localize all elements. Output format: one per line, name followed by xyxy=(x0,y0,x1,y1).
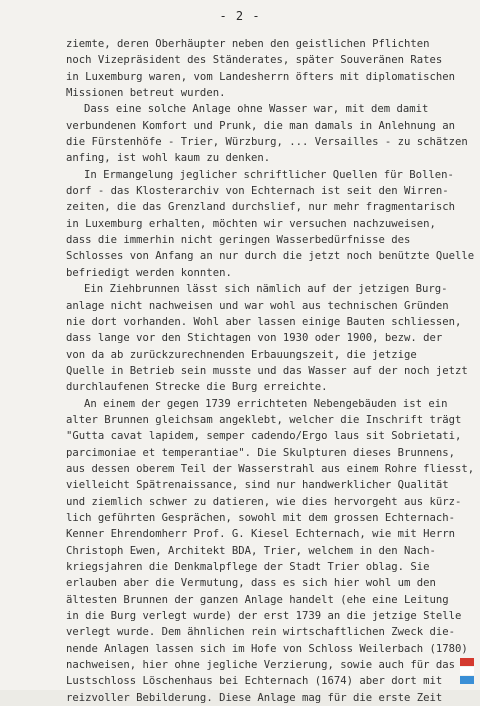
text-line: von da ab zurückzurechnenden Erbauungszeit, die jetzige xyxy=(66,348,417,361)
text-line: dorf - das Klosterarchiv von Echternach ist seit den Wirren- xyxy=(66,185,449,198)
text-line: aus dessen oberem Teil der Wasserstrahl aus einem Rohre fliesst, xyxy=(66,462,475,475)
text-line: An einem der gegen 1739 errichteten Nebengebäuden ist ein xyxy=(84,397,448,410)
text-line: Lustschloss Löschenhaus bei Echternach (1674) aber dort mit xyxy=(66,675,443,688)
text-line: "Gutta cavat lapidem, semper cadendo/Ergo laus sit Sobrietati, xyxy=(66,430,462,443)
text-line: in Luxemburg waren, vom Landesherrn öfters mit diplomatischen xyxy=(66,70,456,83)
text-line: ältesten Brunnen der ganzen Anlage handelt (ehe eine Leitung xyxy=(66,593,449,606)
text-line: und ziemlich schwer zu datieren, wie dies hervorgeht aus kürz- xyxy=(66,495,462,508)
text-line: vielleicht Spätrenaissance, sind nur handwerklicher Qualität xyxy=(66,479,449,492)
text-line: die Fürstenhöfe - Trier, Würzburg, ... Versailles - zu schätzen xyxy=(66,136,468,149)
text-line: Ein Ziehbrunnen lässt sich nämlich auf der jetzigen Burg- xyxy=(84,283,448,296)
text-line: zeiten, die das Grenzland durchslief, nur mehr fragmentarisch xyxy=(66,201,456,214)
body-text xyxy=(66,36,475,706)
text-line: durchlaufenen Strecke die Burg erreichte. xyxy=(66,381,328,394)
flag-icon xyxy=(460,658,474,684)
text-line: Missionen betreut wurden. xyxy=(66,87,226,100)
text-line: verbundenen Komfort und Prunk, die man damals in Anlehnung an xyxy=(66,119,456,132)
text-line: in die Burg verlegt wurde) der erst 1739 an die jetzige Stelle xyxy=(66,610,462,623)
text-line: alter Brunnen gleichsam angeklebt, welcher die Inschrift trägt xyxy=(66,413,462,426)
text-line: In Ermangelung jeglicher schriftlicher Quellen für Bollen- xyxy=(84,168,454,181)
text-line: reizvoller Bebilderung. Diese Anlage mag für die erste Zeit xyxy=(66,691,443,704)
text-line: lich geführten Gesprächen, sowohl mit dem grossen Echternach- xyxy=(66,511,456,524)
text-line: noch Vizepräsident des Ständerates, später Souveränen Rates xyxy=(66,54,443,67)
text-line: nie dort vorhanden. Wohl aber lassen einige Bauten schliessen, xyxy=(66,315,462,328)
text-line: dass lange vor den Stichtagen von 1930 oder 1900, bezw. der xyxy=(66,332,443,345)
text-line: Schlosses von Anfang an nur durch die jetzt noch benützte Quelle xyxy=(66,250,475,263)
text-line: in Luxemburg erhalten, möchten wir versuchen nachzuweisen, xyxy=(66,217,436,230)
text-line: dass die immerhin nicht geringen Wasserbedürfnisse des xyxy=(66,234,411,247)
text-line: Dass eine solche Anlage ohne Wasser war, mit dem damit xyxy=(84,103,429,116)
text-line: anlage nicht nachweisen und war wohl aus technischen Gründen xyxy=(66,299,449,312)
text-line: nende Anlagen lassen sich im Hofe von Schloss Weilerbach (1780) xyxy=(66,642,468,655)
text-line: befriedigt werden konnten. xyxy=(66,266,232,279)
page-number: - 2 - xyxy=(219,9,261,23)
text-line: erlauben aber die Vermutung, dass es sich hier wohl um den xyxy=(66,577,436,590)
text-line: verlegt wurde. Dem ähnlichen rein wirtschaftlichen Zweck die- xyxy=(66,626,456,639)
text-line: Christoph Ewen, Architekt BDA, Trier, welchem in den Nach- xyxy=(66,544,436,557)
text-line: Kenner Ehrendomherr Prof. G. Kiesel Echternach, wie mit Herrn xyxy=(66,528,456,541)
text-line: parcimoniae et temperantiae". Die Skulpturen dieses Brunnens, xyxy=(66,446,456,459)
text-line: anfing, ist wohl kaum zu denken. xyxy=(66,152,271,165)
text-line: nachweisen, hier ohne jegliche Verzierung, sowie auch für das xyxy=(66,659,456,672)
text-line: kriegsjahren die Denkmalpflege der Stadt Trier oblag. Sie xyxy=(66,561,430,573)
text-line: ziemte, deren Oberhäupter neben den geistlichen Pflichten xyxy=(66,38,430,50)
text-line: Quelle in Betrieb sein musste und das Wasser auf der noch jetzt xyxy=(66,364,468,377)
